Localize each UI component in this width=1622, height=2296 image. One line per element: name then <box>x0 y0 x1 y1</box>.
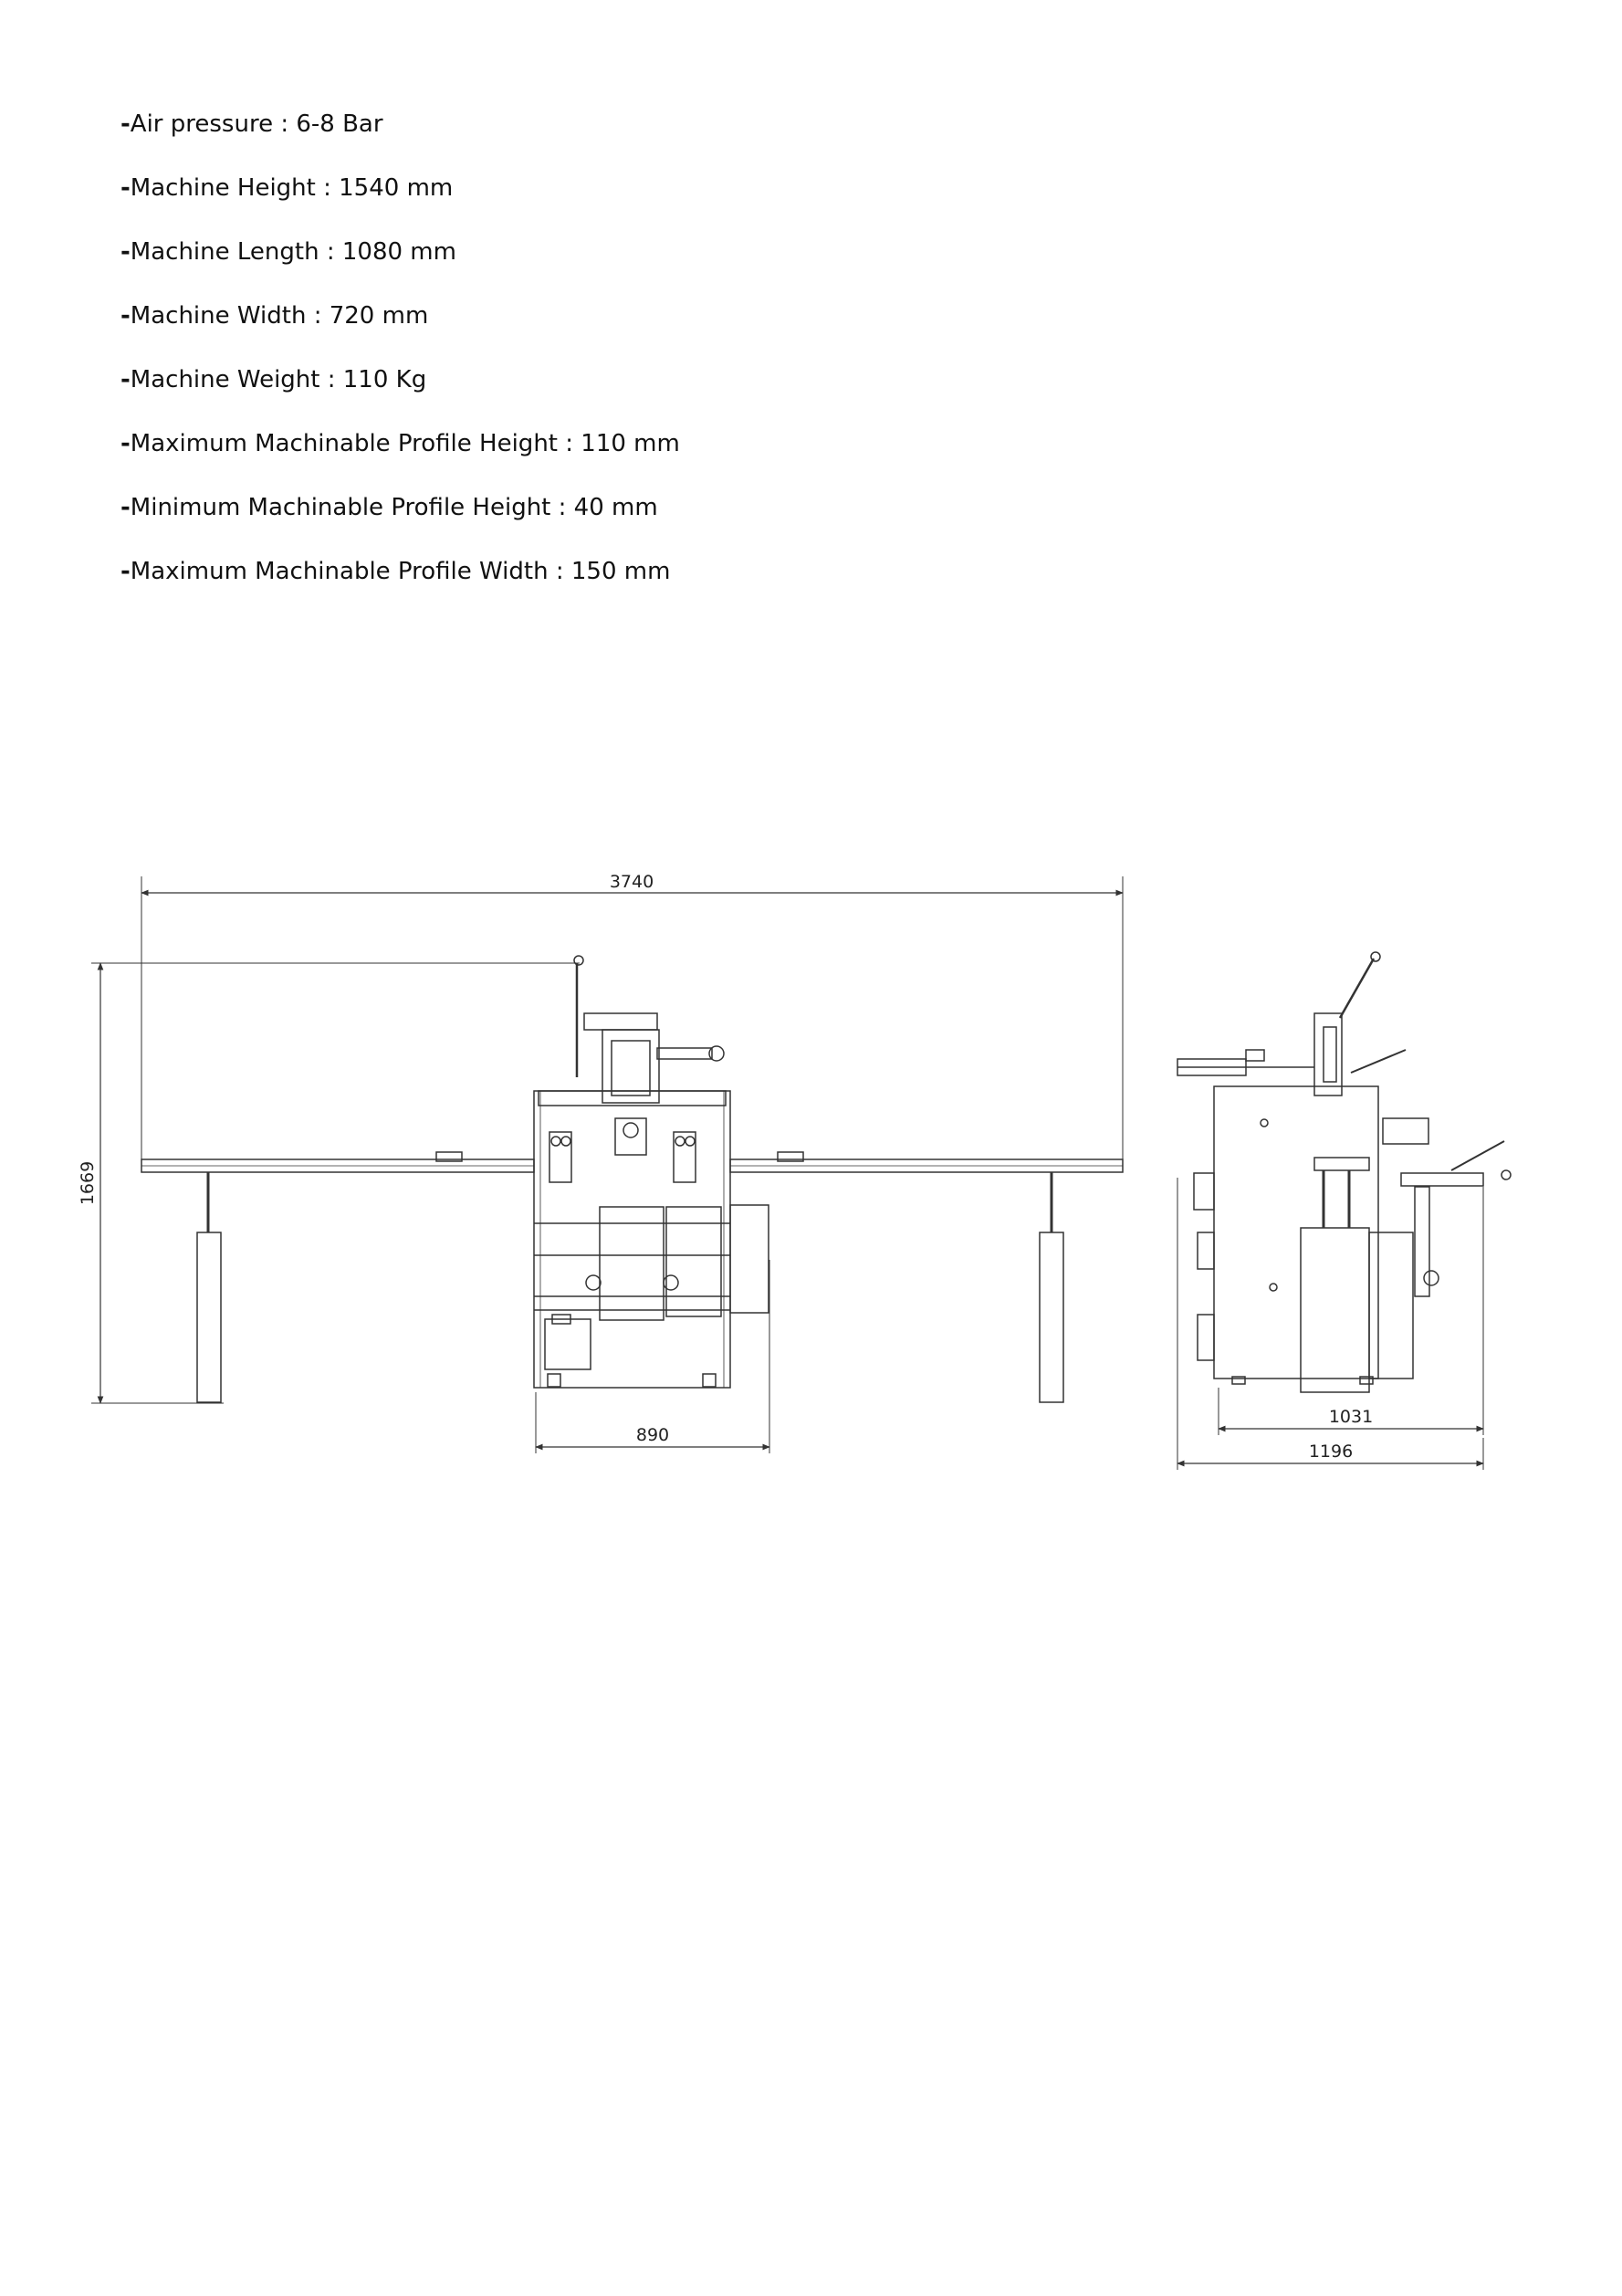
dimension-base-width <box>1219 1187 1483 1435</box>
dimension-label-3740: 3740 <box>609 872 654 892</box>
spec-text: Machine Height : 1540 mm <box>130 174 454 202</box>
spec-item-machine-length <box>120 237 680 301</box>
dimension-label-1031: 1031 <box>1328 1407 1374 1427</box>
spec-item-machine-weight <box>120 365 680 429</box>
dash-bullet: - <box>120 238 131 266</box>
spec-text: Machine Width : 720 mm <box>130 302 429 330</box>
dimension-body-width <box>536 1260 769 1453</box>
front-view <box>78 872 1123 1453</box>
dimension-overall-height <box>78 963 580 1403</box>
spec-text: Maximum Machinable Profile Height : 110 mm <box>130 430 680 457</box>
spec-item-air-pressure <box>120 110 680 173</box>
dash-bullet: - <box>120 302 131 330</box>
side-view <box>1177 952 1511 1470</box>
dimension-label-1196: 1196 <box>1308 1442 1354 1462</box>
dimension-label-1669: 1669 <box>78 1160 98 1206</box>
dash-bullet: - <box>120 174 131 202</box>
spec-text: Air pressure : 6-8 Bar <box>130 110 383 138</box>
spec-item-max-profile-width <box>120 557 680 621</box>
right-rail <box>730 1152 1123 1402</box>
spec-text: Machine Weight : 110 Kg <box>130 366 427 393</box>
spec-text: Machine Length : 1080 mm <box>130 238 456 266</box>
spec-text: Maximum Machinable Profile Width : 150 mm <box>130 558 671 585</box>
dash-bullet: - <box>120 494 131 521</box>
side-machine-body <box>1177 952 1511 1392</box>
spec-item-machine-height <box>120 173 680 237</box>
left-rail <box>141 1152 534 1402</box>
spec-item-max-profile-height <box>120 429 680 493</box>
dimension-label-890: 890 <box>635 1425 670 1445</box>
technical-drawing <box>0 858 1622 1497</box>
spec-list <box>120 110 680 621</box>
dash-bullet: - <box>120 110 131 138</box>
spec-item-min-profile-height <box>120 493 680 557</box>
dash-bullet: - <box>120 366 131 393</box>
dimension-overall-width <box>141 872 1123 1169</box>
dash-bullet: - <box>120 558 131 585</box>
dash-bullet: - <box>120 430 131 457</box>
spec-text: Minimum Machinable Profile Height : 40 mm <box>130 494 658 521</box>
spec-item-machine-width <box>120 301 680 365</box>
